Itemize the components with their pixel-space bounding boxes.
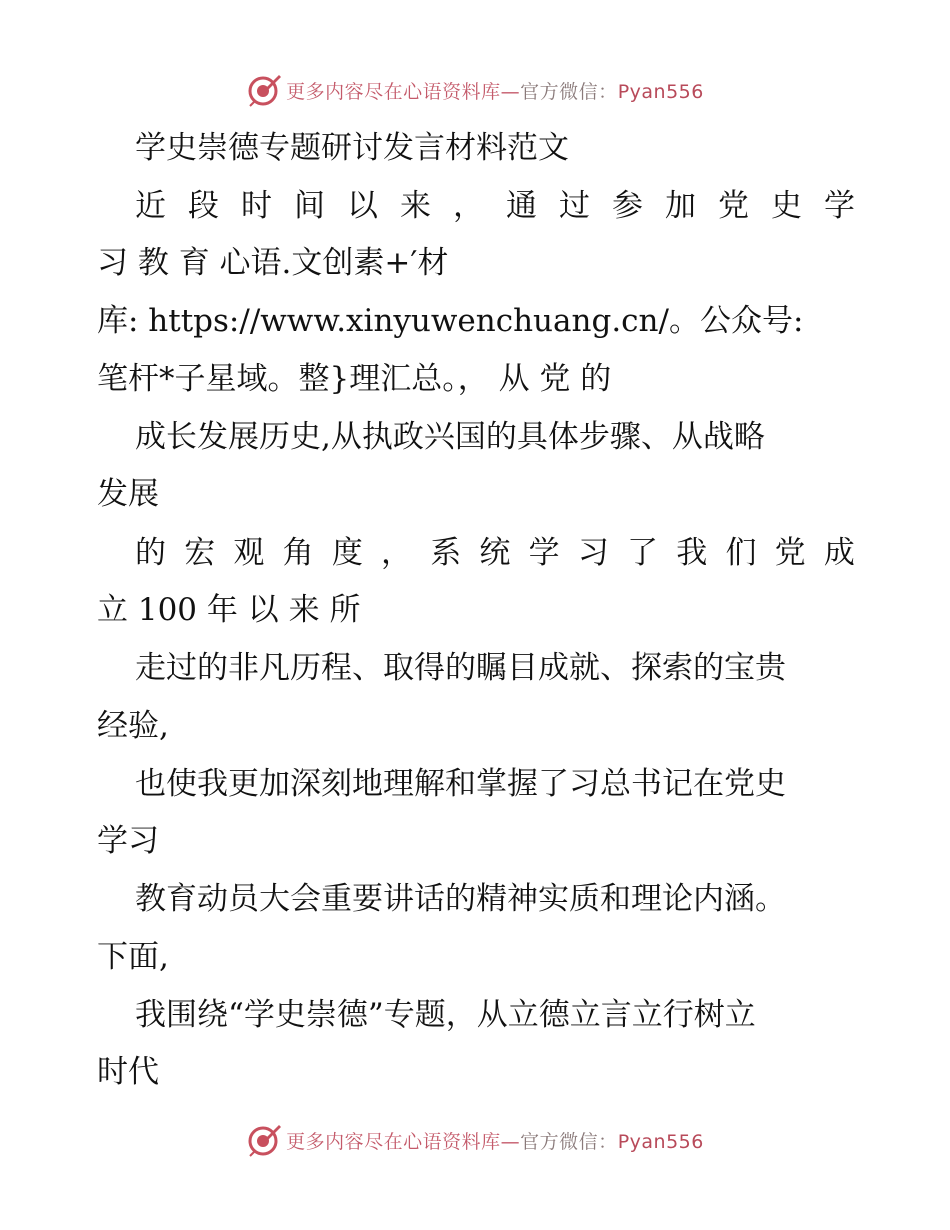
- pen-logo-icon: [246, 72, 282, 108]
- text-line-4: 笔杆*子星域。整}理汇总。， 从 党 的: [97, 361, 612, 397]
- text-line-14: 下面,: [97, 939, 169, 975]
- text-line-8: 立 100 年 以 来 所: [97, 592, 361, 628]
- text-line-3: 库: https://www.xinyuwenchuang.cn/。公众号:: [97, 303, 804, 339]
- watermark-banner-top: [0, 70, 950, 110]
- watermark-banner-bottom: [0, 1120, 950, 1160]
- text-line-2: 习 教 育 心语.文创素+′材: [97, 245, 449, 281]
- watermark-text: 更多内容尽在心语资料库—官方微信：Pyan556: [286, 1130, 704, 1153]
- text-line-9: 走过的非凡历程、取得的瞩目成就、探索的宝贵: [135, 650, 786, 686]
- text-line-6: 发展: [97, 476, 159, 512]
- text-line-7: 的 宏 观 角 度 ， 系 统 学 习 了 我 们 党 成: [135, 535, 855, 571]
- text-line-11: 也使我更加深刻地理解和掌握了习总书记在党史: [135, 766, 786, 802]
- text-line-15: 我围绕“学史崇德”专题，从立德立言立行树立: [135, 997, 756, 1033]
- watermark-text: 更多内容尽在心语资料库—官方微信：Pyan556: [286, 80, 704, 103]
- text-line-12: 学习: [97, 823, 159, 859]
- text-line-13: 教育动员大会重要讲话的精神实质和理论内涵。: [135, 881, 786, 917]
- document-title: 学史崇德专题研讨发言材料范文: [135, 130, 569, 166]
- text-line-16: 时代: [97, 1054, 159, 1090]
- pen-logo-icon: [246, 1122, 282, 1158]
- text-line-5: 成长发展历史,从执政兴国的具体步骤、从战略: [135, 419, 765, 455]
- text-line-10: 经验,: [97, 708, 169, 744]
- text-line-1: 近 段 时 间 以 来 ， 通 过 参 加 党 史 学: [135, 188, 855, 224]
